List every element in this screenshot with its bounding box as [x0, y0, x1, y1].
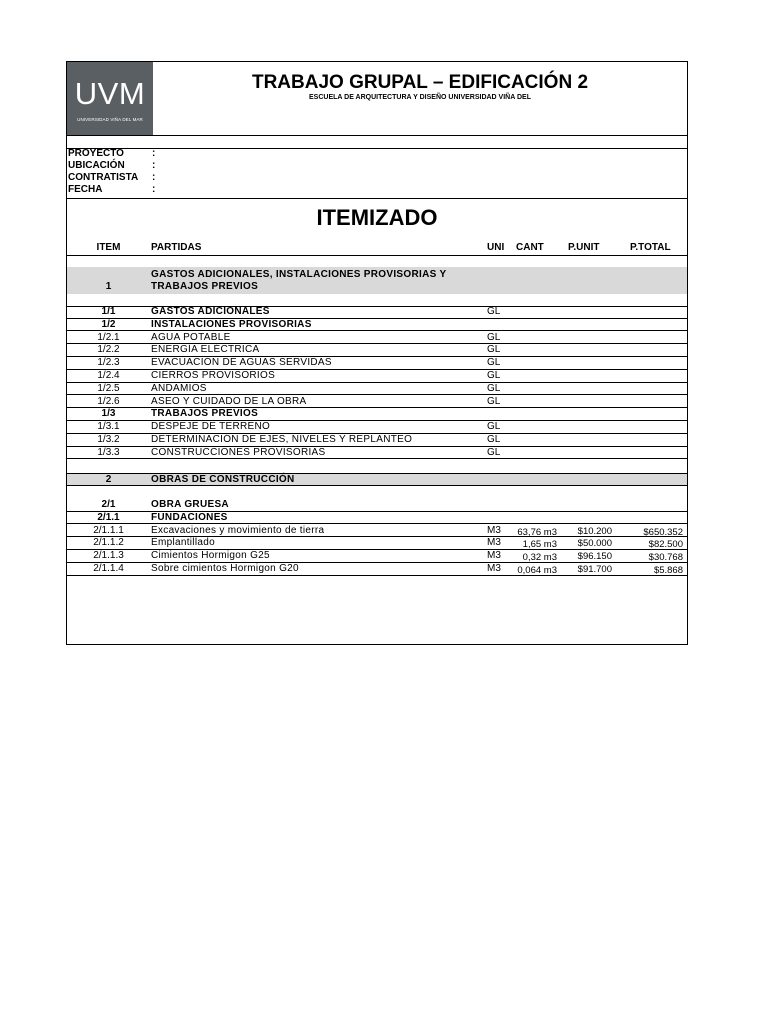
- itemizado-sheet: [66, 61, 688, 645]
- divider: [67, 255, 687, 256]
- row-uni: GL: [487, 370, 501, 381]
- table-row: [67, 306, 687, 319]
- meta-label: UBICACIÓN: [68, 160, 125, 171]
- row-cant: 0,064 m3: [517, 565, 557, 576]
- table-row: [67, 370, 687, 383]
- row-ptotal: $30.768: [648, 552, 683, 564]
- row-item: 2/1.1.2: [93, 537, 124, 549]
- group-2-header: [67, 473, 687, 486]
- row-uni: M3: [487, 550, 501, 562]
- section-title: ITEMIZADO: [316, 205, 438, 230]
- row-partida: Cimientos Hormigon G25: [151, 550, 270, 562]
- row-partida: CONSTRUCCIONES PROVISORIAS: [151, 446, 326, 458]
- row-partida: FUNDACIONES: [151, 511, 228, 523]
- row-item: 1/2.2: [97, 344, 120, 356]
- group-item: 2: [105, 474, 112, 485]
- row-uni: GL: [487, 306, 501, 317]
- group-partida: OBRAS DE CONSTRUCCIÓN: [151, 474, 295, 485]
- meta-colon: :: [152, 184, 156, 195]
- table-row: [67, 512, 687, 525]
- row-uni: GL: [487, 421, 501, 433]
- row-partida: INSTALACIONES PROVISORIAS: [151, 318, 312, 330]
- table-row: [67, 447, 687, 460]
- row-cant: 63,76 m3: [517, 526, 557, 538]
- row-punit: $50.000: [577, 538, 612, 550]
- meta-colon: :: [152, 148, 156, 159]
- row-item: 2/1.1.3: [93, 550, 124, 562]
- row-item: 1/2: [101, 318, 116, 330]
- row-uni: GL: [487, 331, 501, 343]
- row-uni: M3: [487, 563, 501, 574]
- document-title: TRABAJO GRUPAL – EDIFICACIÓN 2: [251, 72, 589, 93]
- group-item: 1: [105, 281, 112, 292]
- row-item: 2/1.1.4: [93, 563, 124, 574]
- col-partidas: PARTIDAS: [151, 242, 202, 253]
- row-partida: CIERROS PROVISORIOS: [151, 370, 276, 381]
- table-row: [67, 319, 687, 332]
- table-row: [67, 396, 687, 409]
- table-row: [67, 383, 687, 396]
- divider: [67, 135, 687, 136]
- row-punit: $10.200: [577, 525, 612, 537]
- row-ptotal: $650.352: [643, 526, 683, 538]
- table-row: [67, 332, 687, 345]
- row-item: 2/1.1: [97, 511, 120, 523]
- row-item: 1/2.5: [97, 382, 120, 394]
- row-partida: ENERGÍA ELÉCTRICA: [151, 344, 260, 356]
- divider: [67, 198, 687, 199]
- col-item: ITEM: [96, 242, 121, 253]
- row-partida: Sobre cimientos Hormigon G20: [151, 563, 299, 574]
- row-partida: GASTOS ADICIONALES: [151, 306, 270, 317]
- row-ptotal: $82.500: [648, 539, 683, 551]
- logo-subtext: UNIVERSIDAD VIÑA DEL MAR: [77, 117, 143, 122]
- uvm-logo: [67, 62, 153, 135]
- row-item: 1/3.1: [97, 421, 120, 433]
- row-uni: GL: [487, 434, 501, 445]
- group-1-header: [67, 267, 687, 294]
- row-uni: GL: [487, 395, 501, 407]
- row-item: 1/3: [101, 408, 116, 420]
- row-item: 1/3.3: [97, 446, 120, 458]
- row-item: 1/2.1: [97, 331, 120, 343]
- table-row: [67, 421, 687, 434]
- row-partida: AGUA POTABLE: [151, 331, 231, 343]
- divider: [67, 148, 687, 149]
- table-row: [67, 408, 687, 421]
- col-uni: UNI: [487, 242, 505, 253]
- row-uni: GL: [487, 344, 501, 356]
- row-item: 1/2.4: [97, 370, 120, 381]
- col-punit: P.UNIT: [568, 242, 600, 253]
- row-partida: Excavaciones y movimiento de tierra: [151, 524, 325, 536]
- row-partida: DETERMINACIÓN DE EJES, NIVELES Y REPLANTEO: [151, 434, 413, 445]
- row-partida: Emplantillado: [151, 537, 215, 549]
- row-uni: M3: [487, 537, 501, 549]
- table-row: [67, 357, 687, 370]
- row-partida: OBRA GRUESA: [151, 499, 229, 510]
- row-ptotal: $5.868: [653, 565, 683, 576]
- row-punit: $96.150: [577, 551, 612, 563]
- row-item: 1/1: [101, 306, 116, 317]
- row-uni: M3: [487, 524, 501, 536]
- group-partida: GASTOS ADICIONALES, INSTALACIONES PROVISORIAS Y TRABAJOS PREVIOS: [151, 269, 447, 292]
- col-cant: CANT: [516, 242, 544, 253]
- table-row: [67, 434, 687, 447]
- row-item: 2/1: [101, 499, 116, 510]
- row-item: 2/1.1.1: [93, 524, 124, 536]
- table-row: [67, 537, 687, 550]
- logo-text: UVM: [74, 76, 146, 111]
- row-uni: GL: [487, 446, 501, 458]
- table-row: [67, 344, 687, 357]
- table-row: [67, 525, 687, 538]
- row-partida: ASEO Y CUIDADO DE LA OBRA: [151, 395, 307, 407]
- table-row: [67, 563, 687, 576]
- row-punit: $91.700: [577, 564, 612, 575]
- row-cant: 0,32 m3: [522, 552, 557, 564]
- row-cant: 1,65 m3: [522, 539, 557, 551]
- row-partida: ANDAMIOS: [151, 382, 207, 394]
- table-row: [67, 499, 687, 512]
- document-header: [67, 62, 687, 135]
- meta-label: FECHA: [68, 184, 103, 195]
- row-item: 1/3.2: [97, 434, 120, 445]
- row-item: 1/2.3: [97, 357, 120, 369]
- row-uni: GL: [487, 357, 501, 369]
- col-ptotal: P.TOTAL: [630, 242, 671, 253]
- document-subtitle: ESCUELA DE ARQUITECTURA Y DISEÑO UNIVERSIDAD VIÑA DEL: [309, 94, 531, 101]
- row-item: 1/2.6: [97, 395, 120, 407]
- row-partida: DESPEJE DE TERRENO: [151, 421, 271, 433]
- meta-colon: :: [152, 172, 156, 183]
- row-partida: EVACUACIÓN DE AGUAS SERVIDAS: [151, 357, 332, 369]
- row-uni: GL: [487, 382, 501, 394]
- meta-label: PROYECTO: [68, 148, 124, 159]
- table-row: [67, 550, 687, 563]
- meta-colon: :: [152, 160, 156, 171]
- meta-label: CONTRATISTA: [68, 172, 139, 183]
- row-partida: TRABAJOS PREVIOS: [151, 408, 259, 420]
